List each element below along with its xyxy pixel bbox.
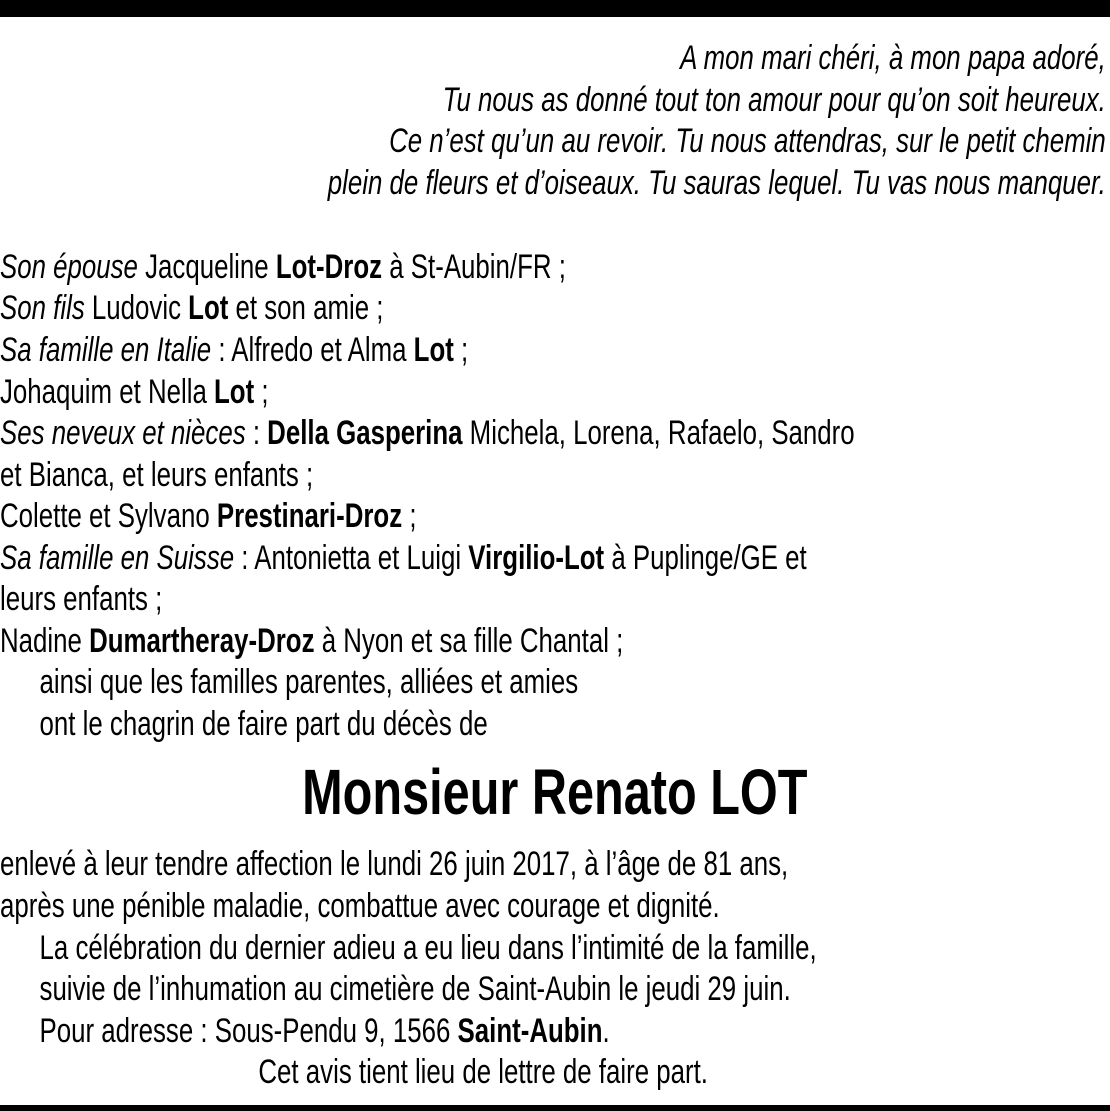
closing-text: . (602, 1012, 610, 1050)
closing-text: Pour adresse : Sous-Pendu 9, 1566 (39, 1012, 458, 1050)
family-text: Michela, Lorena, Rafaelo, Sandro (462, 414, 855, 452)
family-role: Son fils (0, 289, 85, 327)
announcement-line (40, 704, 488, 746)
closing-line-ceremony (40, 928, 817, 970)
family-line-relatives (40, 662, 579, 704)
poem-line: A mon mari chéri, à mon papa adoré, (680, 39, 1106, 77)
family-text: ; (254, 373, 269, 411)
closing-text: après une pénible maladie, combattue avec courage et dignité. (0, 887, 720, 925)
family-surname: Prestinari-Droz (216, 497, 403, 535)
family-text: : Alfredo et Alma (211, 331, 414, 369)
family-text: leurs enfants ; (0, 580, 163, 618)
family-role: Son épouse (0, 248, 138, 286)
address-town: Saint-Aubin (457, 1012, 603, 1050)
closing-line-address (40, 1011, 610, 1053)
family-line-bianca (0, 455, 313, 497)
family-role: Ses neveux et nièces (0, 414, 246, 452)
family-text: ainsi que les familles parentes, alliées et amies (39, 663, 579, 701)
closing-text: La célébration du dernier adieu a eu lieu dans l’intimité de la famille, (39, 929, 817, 967)
family-role: Sa famille en Italie (0, 331, 212, 369)
family-line-nadine (0, 621, 623, 663)
closing-line-passing (0, 844, 788, 886)
family-line-nephews (0, 413, 855, 455)
family-text: Jacqueline (137, 248, 276, 286)
family-surname: Della Gasperina (267, 414, 463, 452)
family-text: Nadine (0, 622, 90, 660)
closing-line-illness (0, 886, 720, 928)
family-surname: Dumartheray-Droz (89, 622, 315, 660)
family-text: Colette et Sylvano (0, 497, 217, 535)
closing-text: enlevé à leur tendre affection le lundi 26 juin 2017, à l’âge de 81 ans, (0, 845, 789, 883)
family-line-colette (0, 496, 417, 538)
family-surname: Lot (188, 289, 229, 327)
closing-line-notice (258, 1052, 708, 1094)
poem-line: Tu nous as donné tout ton amour pour qu’on soit heureux. (442, 80, 1106, 119)
family-role: Sa famille en Suisse (0, 539, 235, 577)
family-text: à Nyon et sa fille Chantal ; (314, 622, 624, 660)
family-text: et son amie ; (228, 289, 384, 327)
family-text: Ludovic (84, 289, 189, 327)
deceased-name: Monsieur Renato LOT (302, 756, 808, 828)
family-text: : Antonietta et Luigi (234, 539, 469, 577)
bottom-border-rule (0, 1105, 1110, 1111)
closing-text: suivie de l’inhumation au cimetière de Saint-Aubin le jeudi 29 juin. (39, 970, 791, 1008)
poem-line: Ce n’est qu’un au revoir. Tu nous attendras, sur le petit chemin (389, 122, 1106, 160)
family-surname: Lot-Droz (275, 248, 383, 286)
family-line-italy (0, 330, 468, 372)
family-text: Johaquim et Nella (0, 373, 215, 411)
family-text: à St-Aubin/FR ; (382, 248, 566, 286)
family-surname: Lot (214, 373, 255, 411)
family-surname: Lot (413, 331, 454, 369)
family-line-son (0, 288, 383, 330)
family-line-spouse (0, 247, 566, 289)
poem-line: plein de fleurs et d’oiseaux. Tu sauras lequel. Tu vas nous manquer. (327, 163, 1106, 202)
closing-line-burial (40, 969, 791, 1011)
closing-text: Cet avis tient lieu de lettre de faire part. (258, 1053, 708, 1091)
family-text: à Puplinge/GE et (604, 539, 807, 577)
family-line-switzerland (0, 538, 807, 580)
family-text: : (245, 414, 268, 452)
family-text: ; (402, 497, 417, 535)
family-text: ont le chagrin de faire part du décès de (39, 705, 488, 743)
family-line-johaquim (0, 372, 269, 414)
family-line-children (0, 579, 162, 621)
family-surname: Virgilio-Lot (468, 539, 605, 577)
family-text: et Bianca, et leurs enfants ; (0, 456, 314, 494)
family-text: ; (453, 331, 469, 369)
dedication-poem (0, 38, 1106, 204)
